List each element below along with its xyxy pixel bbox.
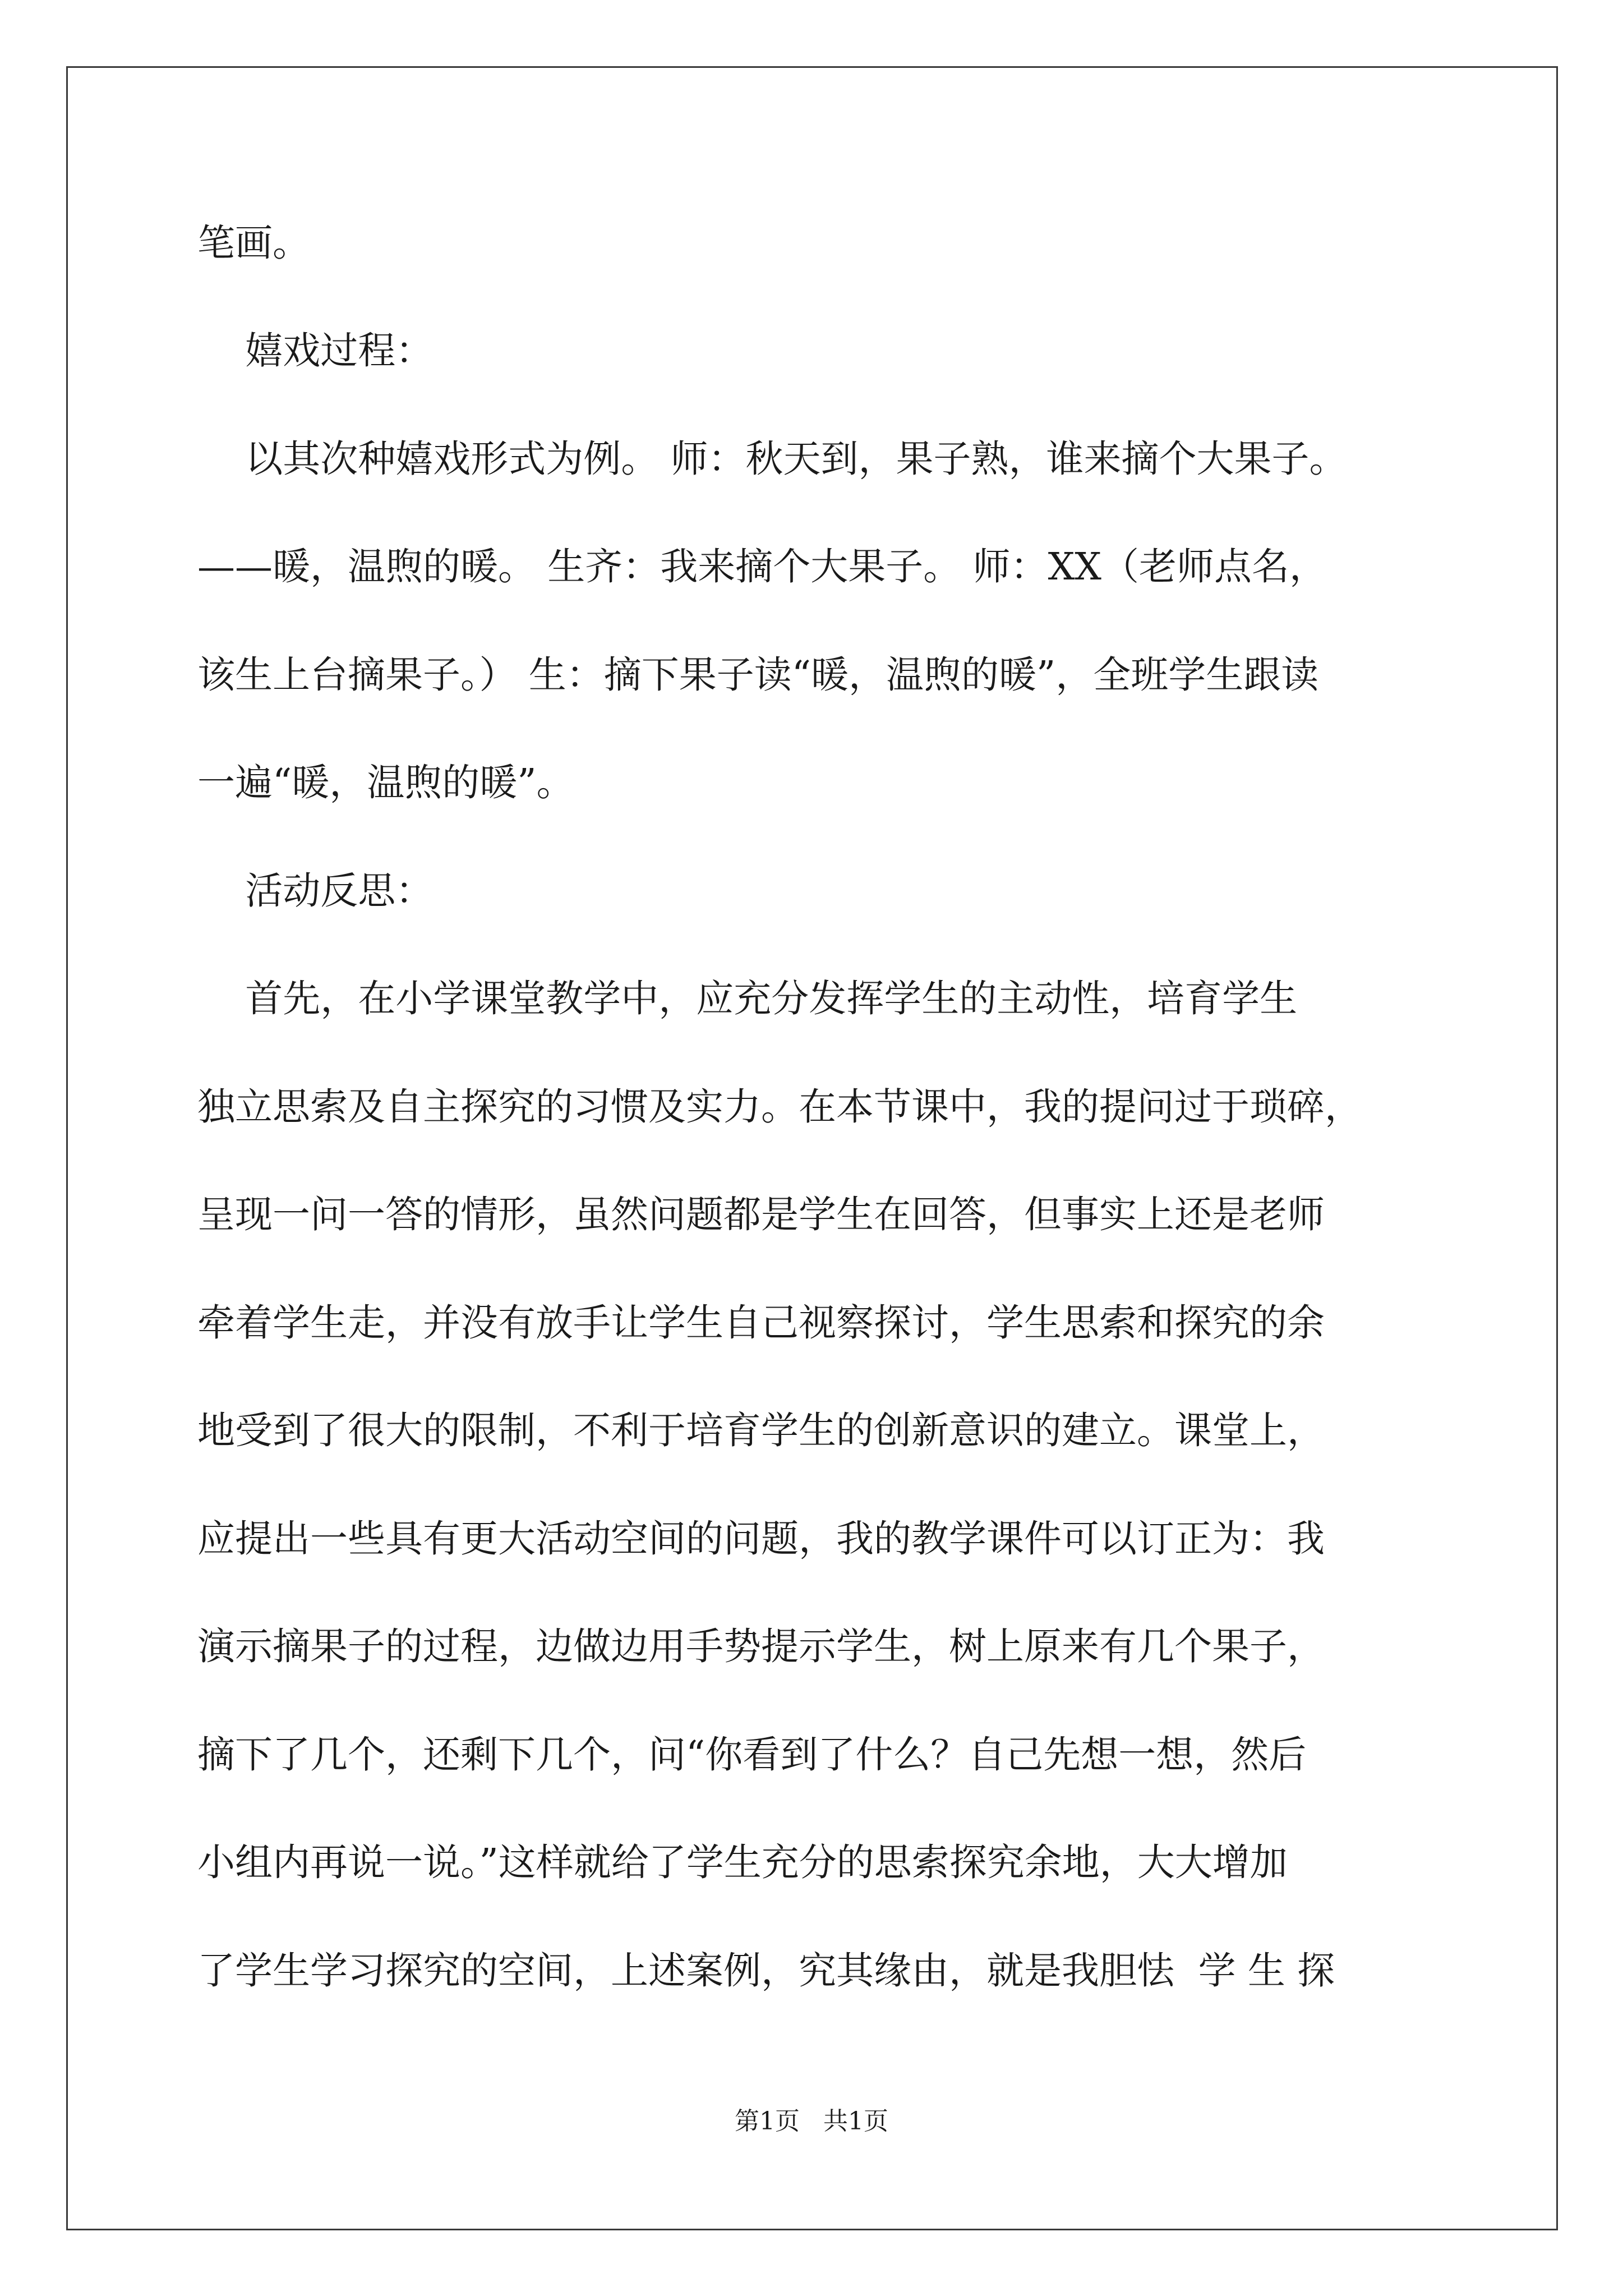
text-line: 小组内再说一说。”这样就给了学生充分的思索探究余地，大大增加 — [197, 1841, 1288, 1884]
text-line: 活动反思： — [197, 869, 434, 913]
text-line: 呈现一问一答的情形，虽然问题都是学生在回答，但事实上还是老师 — [197, 1193, 1325, 1236]
text-line: 牵着学生走，并没有放手让学生自己视察探讨，学生思索和探究的余 — [197, 1301, 1325, 1345]
text-line: 演示摘果子的过程，边做边用手势提示学生，树上原来有几个果子， — [197, 1625, 1325, 1668]
text-line: 一遍“暖，温煦的暖”。 — [197, 761, 574, 804]
text-line: 嬉戏过程： — [197, 329, 434, 372]
text-line: 以其次种嬉戏形式为例。 师：秋天到，果子熟，谁来摘个大果子。 — [197, 437, 1347, 481]
page-number-footer: 第1页 共1页 — [735, 2107, 888, 2136]
text-line: 该生上台摘果子。） 生：摘下果子读“暖，温煦的暖”，全班学生跟读 — [197, 653, 1319, 697]
text-line: 笔画。 — [197, 221, 310, 265]
text-line: 地受到了很大的限制，不利于培育学生的创新意识的建立。课堂上， — [197, 1409, 1325, 1452]
text-line: 独立思索及自主探究的习惯及实力。在本节课中，我的提问过于琐碎， — [197, 1085, 1362, 1129]
text-line: 摘下了几个，还剩下几个，问“你看到了什么？自己先想一想，然后 — [197, 1733, 1307, 1777]
text-line: 应提出一些具有更大活动空间的问题，我的教学课件可以订正为：我 — [197, 1517, 1325, 1561]
text-line: ——暖，温煦的暖。 生齐：我来摘个大果子。 师：XX（老师点名， — [197, 545, 1327, 588]
text-line: 首先，在小学课堂教学中，应充分发挥学生的主动性，培育学生 — [197, 977, 1298, 1020]
text-line: 了学生学习探究的空间，上述案例，究其缘由，就是我胆怯 学 生 探 — [197, 1949, 1335, 1993]
page-border — [66, 66, 1558, 2230]
